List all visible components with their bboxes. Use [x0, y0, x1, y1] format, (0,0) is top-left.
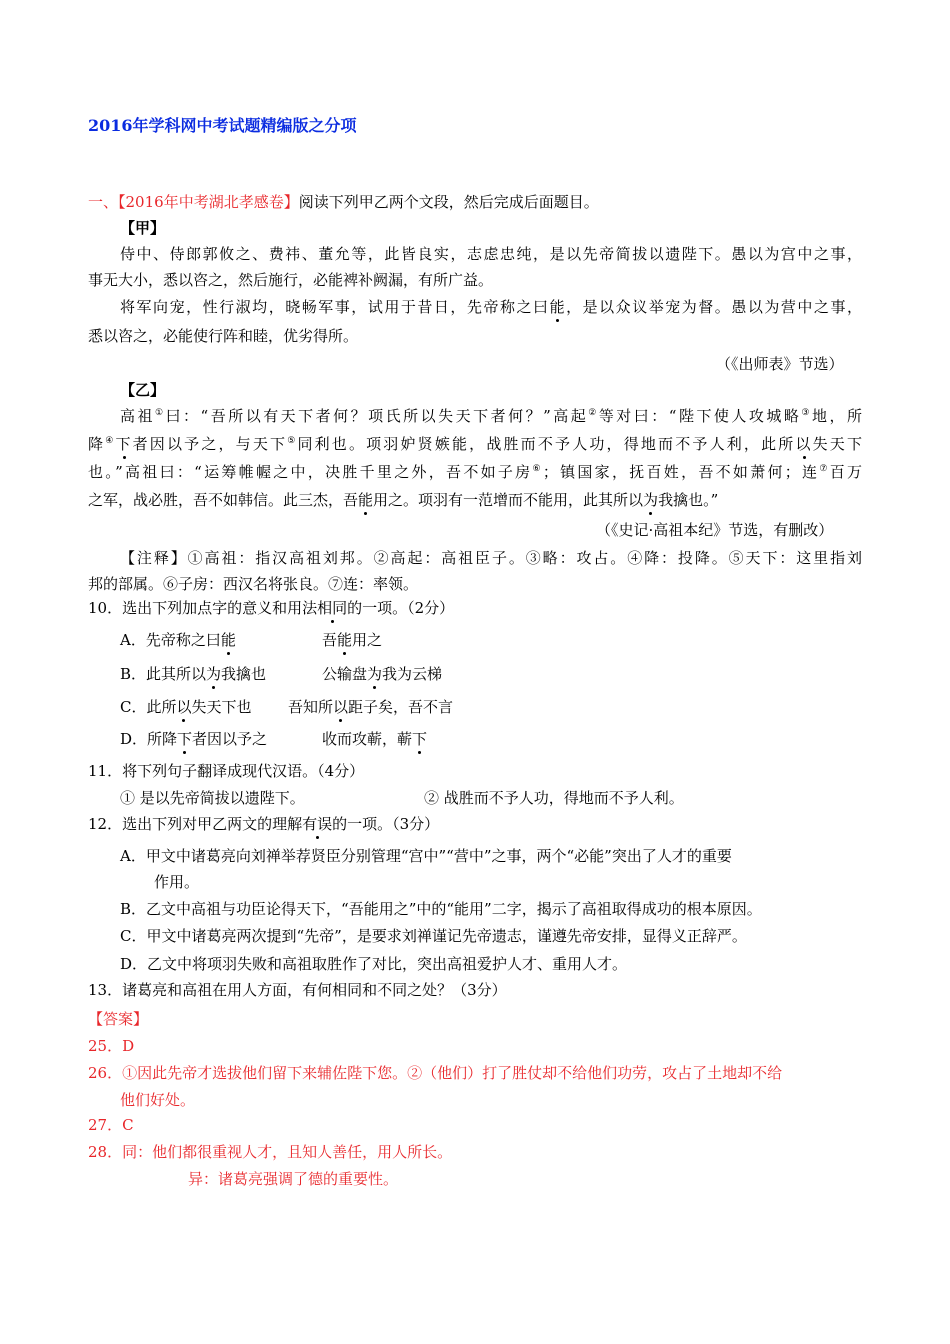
passage-jia-source: （《出师表》节选）: [716, 355, 844, 373]
question-10-stem: 10．选出下列加点字的意义和用法相同的一项。（2分）: [88, 599, 455, 617]
question-12-option-a: A．甲文中诸葛亮向刘禅举荐贤臣分别管理“宫中”“营中”之事，两个“必能”突出了人才的重要: [120, 847, 732, 865]
passage-yi-line: 之军，战必胜，吾不如韩信。此三杰，吾能用之。项羽有一范增而不能用，此其所以为我擒也。”: [88, 491, 719, 509]
question-instruction: 阅读下列甲乙两个文段，然后完成后面题目。: [298, 193, 599, 211]
passage-yi-source: （《史记·高祖本纪》节选，有删改）: [596, 521, 834, 539]
answer-25: 25．D: [88, 1037, 135, 1055]
passage-yi-line: 也。”高祖曰：“运筹帷幄之中，决胜千里之外，吾不如子房⑥；镇国家，抚百姓，吾不如萧何；连⑦百万: [88, 463, 862, 481]
question-12-option-d: D．乙文中将项羽失败和高祖取胜作了对比，突出高祖爱护人才、重用人才。: [120, 955, 628, 973]
footnote-marker: ①: [155, 408, 166, 418]
passage-yi-label: 【乙】: [120, 381, 166, 399]
question-10-option-b-compare: 公输盘为我为云梯: [322, 665, 443, 683]
answer-28: 28．同：他们都很重视人才，且知人善任，用人所长。: [88, 1143, 453, 1161]
emphasis-dot-char: 以: [795, 435, 813, 453]
question-10-option-c-compare: 吾知所以距子矣，吾不言: [288, 698, 454, 716]
question-10-option-a-compare: 吾能用之: [322, 631, 383, 649]
passage-yi-line: 降④下者因以予之，与天下⑤同利也。项羽妒贤嫉能，战胜而不予人功，得地而不予人利，此所以失天下: [88, 435, 862, 453]
question-11-stem: 11．将下列句子翻译成现代汉语。（4分）: [88, 762, 365, 780]
question-11-sentence-2: ② 战胜而不予人功，得地而不予人利。: [424, 789, 684, 807]
question-10-option-c: C．此所以失天下也: [120, 698, 252, 716]
passage-yi-line: 高祖①曰：“吾所以有天下者何？项氏所以失天下者何？”高起②等对曰：“陛下使人攻城略③地，所: [120, 407, 862, 425]
annotation-line: 【注释】①高祖：指汉高祖刘邦。②高起：高祖臣子。③略：攻占。④降：投降。⑤天下：这里指刘: [120, 549, 862, 567]
question-source: 【2016年中考湖北孝感卷】: [118, 193, 299, 211]
passage-jia-line: 事无大小，悉以咨之，然后施行，必能裨补阙漏，有所广益。: [88, 271, 494, 289]
footnote-marker: ⑤: [287, 436, 298, 446]
passage-jia-line: 侍中、侍郎郭攸之、费祎、董允等，此皆良实，志虑忠纯，是以先帝简拔以遗陛下。愚以为宫中之事，: [120, 245, 862, 263]
question-13-stem: 13．诸葛亮和高祖在用人方面，有何相同和不同之处？（3分）: [88, 981, 507, 999]
footnote-marker: ③: [801, 408, 812, 418]
footnote-marker: ④: [105, 436, 116, 446]
answer-label: 【答案】: [88, 1010, 149, 1028]
question-12-option-a-cont: 作用。: [154, 873, 200, 891]
answer-26-cont: 他们好处。: [120, 1091, 196, 1109]
footnote-marker: ②: [588, 408, 599, 418]
question-11-sentence-1: ① 是以先帝简拔以遗陛下。: [120, 789, 305, 807]
emphasis-dot-char: 下: [115, 435, 133, 453]
question-intro: [88, 192, 599, 212]
question-12-option-b: B．乙文中高祖与功臣论得天下，“吾能用之”中的“能用”二字，揭示了高祖取得成功的根本原因。: [120, 900, 762, 918]
question-number: 一、: [88, 193, 119, 211]
passage-jia-line: 悉以咨之，必能使行阵和睦，优劣得所。: [88, 327, 359, 345]
emphasis-dot-char: 能: [358, 491, 374, 509]
passage-jia-label: 【甲】: [120, 219, 166, 237]
passage-jia-line: 将军向宠，性行淑均，晓畅军事，试用于昔日，先帝称之曰能，是以众议举宠为督。愚以为营中之事，: [120, 298, 862, 316]
answer-27: 27．C: [88, 1116, 134, 1134]
emphasis-dot-char: 为: [643, 491, 659, 509]
question-10-option-d: D．所降下者因以予之: [120, 730, 268, 748]
question-12-option-c: C．甲文中诸葛亮两次提到“先帝”，是要求刘禅谨记先帝遗志，谨遵先帝安排，显得义正辞严。: [120, 927, 747, 945]
question-10-option-b: B．此其所以为我擒也: [120, 665, 267, 683]
question-10-option-a: A．先帝称之曰能: [120, 631, 236, 649]
annotation-line: 邦的部属。⑥子房：西汉名将张良。⑦连：率领。: [88, 575, 419, 593]
answer-28-cont: 异：诸葛亮强调了德的重要性。: [188, 1170, 399, 1188]
emphasis-dot-char: 能: [549, 298, 567, 316]
footnote-marker: ⑦: [819, 464, 830, 474]
question-10-option-d-compare: 收而攻蕲，蕲下: [322, 730, 428, 748]
document-title: 2016年学科网中考试题精编版之分项: [88, 116, 357, 135]
footnote-marker: ⑥: [532, 464, 543, 474]
answer-26: 26．①因此先帝才选拔他们留下来辅佐陛下您。②（他们）打了胜仗却不给他们功劳，攻占了土地却不给: [88, 1064, 783, 1082]
question-12-stem: 12．选出下列对甲乙两文的理解有误的一项。（3分）: [88, 815, 440, 833]
